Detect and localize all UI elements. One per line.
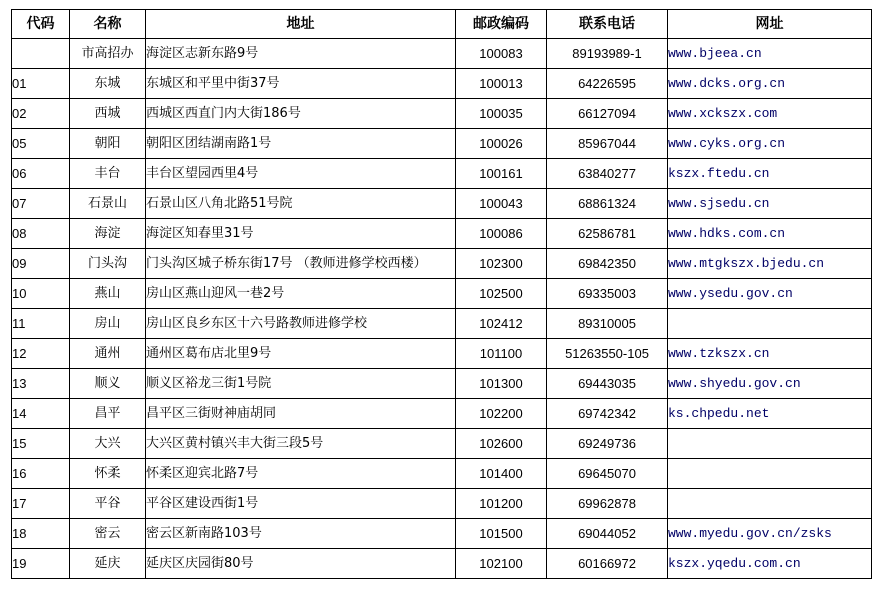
- row-code-cell: 16: [12, 459, 70, 489]
- row-address-cell: 朝阳区团结湖南路1号: [146, 129, 456, 159]
- row-postcode-cell: 100086: [456, 219, 547, 249]
- row-phone-cell: 85967044: [547, 129, 668, 159]
- header-postcode: 邮政编码: [456, 10, 547, 39]
- website-link[interactable]: www.shyedu.gov.cn: [668, 375, 801, 391]
- website-link[interactable]: kszx.ftedu.cn: [668, 165, 770, 181]
- row-phone-cell: 66127094: [547, 99, 668, 129]
- row-phone-cell: 69044052: [547, 519, 668, 549]
- table-row: [12, 459, 872, 489]
- row-postcode-cell: 102412: [456, 309, 547, 339]
- website-link[interactable]: www.xckszx.com: [668, 105, 778, 121]
- table-row: [12, 549, 872, 579]
- website-link[interactable]: ks.chpedu.net: [668, 405, 770, 421]
- table-row: [12, 69, 872, 99]
- row-postcode-cell: 100043: [456, 189, 547, 219]
- table-row: [12, 129, 872, 159]
- row-name-cell: 西城: [70, 99, 146, 129]
- row-postcode-cell: 102200: [456, 399, 547, 429]
- website-link[interactable]: www.dcks.org.cn: [668, 75, 786, 91]
- row-address-cell: 丰台区望园西里4号: [146, 159, 456, 189]
- row-phone-cell: 62586781: [547, 219, 668, 249]
- row-name-cell: 市高招办: [70, 39, 146, 69]
- row-code-cell: 14: [12, 399, 70, 429]
- row-address-cell: 海淀区志新东路9号: [146, 39, 456, 69]
- row-address-cell: 平谷区建设西街1号: [146, 489, 456, 519]
- row-phone-cell: 69645070: [547, 459, 668, 489]
- row-name-cell: 丰台: [70, 159, 146, 189]
- row-postcode-cell: 102100: [456, 549, 547, 579]
- row-name-cell: 门头沟: [70, 249, 146, 279]
- row-website-cell: [668, 519, 872, 549]
- row-website-cell: [668, 39, 872, 69]
- row-phone-cell: 69962878: [547, 489, 668, 519]
- row-postcode-cell: 101500: [456, 519, 547, 549]
- website-link[interactable]: www.sjsedu.cn: [668, 195, 770, 211]
- table-row: [12, 489, 872, 519]
- table-row: [12, 339, 872, 369]
- row-postcode-cell: 100013: [456, 69, 547, 99]
- row-address-cell: 顺义区裕龙三街1号院: [146, 369, 456, 399]
- website-link[interactable]: www.mtgkszx.bjedu.cn: [668, 255, 825, 271]
- row-code-cell: 18: [12, 519, 70, 549]
- website-link[interactable]: www.bjeea.cn: [668, 45, 762, 61]
- row-website-cell: [668, 429, 872, 459]
- row-postcode-cell: 101200: [456, 489, 547, 519]
- row-code-cell: [12, 39, 70, 69]
- row-name-cell: 延庆: [70, 549, 146, 579]
- row-name-cell: 昌平: [70, 399, 146, 429]
- website-link[interactable]: www.tzkszx.cn: [668, 345, 770, 361]
- row-address-cell: 密云区新南路103号: [146, 519, 456, 549]
- row-code-cell: 19: [12, 549, 70, 579]
- row-code-cell: 12: [12, 339, 70, 369]
- row-address-cell: 海淀区知春里31号: [146, 219, 456, 249]
- row-phone-cell: 68861324: [547, 189, 668, 219]
- row-phone-cell: 89310005: [547, 309, 668, 339]
- row-postcode-cell: 100161: [456, 159, 547, 189]
- row-name-cell: 东城: [70, 69, 146, 99]
- row-code-cell: 06: [12, 159, 70, 189]
- table-row: [12, 189, 872, 219]
- row-postcode-cell: 102500: [456, 279, 547, 309]
- website-link[interactable]: www.ysedu.gov.cn: [668, 285, 793, 301]
- row-website-cell: [668, 249, 872, 279]
- row-name-cell: 燕山: [70, 279, 146, 309]
- row-address-cell: 延庆区庆园街80号: [146, 549, 456, 579]
- website-link[interactable]: www.myedu.gov.cn/zsks: [668, 525, 832, 541]
- row-phone-cell: 60166972: [547, 549, 668, 579]
- exam-office-directory-table: [11, 9, 872, 579]
- header-phone: 联系电话: [547, 10, 668, 39]
- row-phone-cell: 69249736: [547, 429, 668, 459]
- row-phone-cell: 51263550-105: [547, 339, 668, 369]
- header-row: [12, 10, 872, 39]
- row-name-cell: 房山: [70, 309, 146, 339]
- row-website-cell: [668, 489, 872, 519]
- row-name-cell: 通州: [70, 339, 146, 369]
- row-name-cell: 怀柔: [70, 459, 146, 489]
- row-code-cell: 11: [12, 309, 70, 339]
- row-name-cell: 大兴: [70, 429, 146, 459]
- row-name-cell: 朝阳: [70, 129, 146, 159]
- table-row: [12, 429, 872, 459]
- row-phone-cell: 63840277: [547, 159, 668, 189]
- table-row: [12, 309, 872, 339]
- row-website-cell: [668, 549, 872, 579]
- row-name-cell: 密云: [70, 519, 146, 549]
- row-code-cell: 01: [12, 69, 70, 99]
- row-postcode-cell: 102600: [456, 429, 547, 459]
- row-code-cell: 10: [12, 279, 70, 309]
- table-row: [12, 99, 872, 129]
- row-phone-cell: 69742342: [547, 399, 668, 429]
- row-website-cell: [668, 309, 872, 339]
- row-name-cell: 顺义: [70, 369, 146, 399]
- row-website-cell: [668, 399, 872, 429]
- row-address-cell: 通州区葛布店北里9号: [146, 339, 456, 369]
- row-postcode-cell: 101100: [456, 339, 547, 369]
- row-website-cell: [668, 369, 872, 399]
- row-address-cell: 房山区良乡东区十六号路教师进修学校: [146, 309, 456, 339]
- row-address-cell: 昌平区三街财神庙胡同: [146, 399, 456, 429]
- row-postcode-cell: 102300: [456, 249, 547, 279]
- row-website-cell: [668, 69, 872, 99]
- row-code-cell: 05: [12, 129, 70, 159]
- row-address-cell: 大兴区黄村镇兴丰大街三段5号: [146, 429, 456, 459]
- header-name: 名称: [70, 10, 146, 39]
- row-address-cell: 东城区和平里中街37号: [146, 69, 456, 99]
- row-postcode-cell: 101300: [456, 369, 547, 399]
- row-code-cell: 09: [12, 249, 70, 279]
- row-website-cell: [668, 129, 872, 159]
- header-address: 地址: [146, 10, 456, 39]
- table-row: [12, 159, 872, 189]
- row-code-cell: 02: [12, 99, 70, 129]
- row-phone-cell: 69842350: [547, 249, 668, 279]
- header-website: 网址: [668, 10, 872, 39]
- row-address-cell: 房山区燕山迎风一巷2号: [146, 279, 456, 309]
- table-row: [12, 39, 872, 69]
- row-phone-cell: 64226595: [547, 69, 668, 99]
- row-phone-cell: 69335003: [547, 279, 668, 309]
- row-code-cell: 08: [12, 219, 70, 249]
- row-postcode-cell: 100035: [456, 99, 547, 129]
- row-phone-cell: 89193989-1: [547, 39, 668, 69]
- row-address-cell: 门头沟区城子桥东街17号 （教师进修学校西楼）: [146, 249, 456, 279]
- row-postcode-cell: 100083: [456, 39, 547, 69]
- table-row: [12, 219, 872, 249]
- row-code-cell: 17: [12, 489, 70, 519]
- table-row: [12, 519, 872, 549]
- row-website-cell: [668, 99, 872, 129]
- website-link[interactable]: www.hdks.com.cn: [668, 225, 786, 241]
- row-name-cell: 石景山: [70, 189, 146, 219]
- website-link[interactable]: kszx.yqedu.com.cn: [668, 555, 801, 571]
- row-website-cell: [668, 459, 872, 489]
- row-address-cell: 石景山区八角北路51号院: [146, 189, 456, 219]
- row-code-cell: 07: [12, 189, 70, 219]
- website-link[interactable]: www.cyks.org.cn: [668, 135, 786, 151]
- row-address-cell: 西城区西直门内大街186号: [146, 99, 456, 129]
- row-code-cell: 15: [12, 429, 70, 459]
- row-website-cell: [668, 159, 872, 189]
- row-postcode-cell: 101400: [456, 459, 547, 489]
- table-row: [12, 279, 872, 309]
- row-code-cell: 13: [12, 369, 70, 399]
- table-row: [12, 369, 872, 399]
- row-website-cell: [668, 189, 872, 219]
- table-body: [12, 39, 872, 579]
- row-address-cell: 怀柔区迎宾北路7号: [146, 459, 456, 489]
- row-website-cell: [668, 279, 872, 309]
- header-code: 代码: [12, 10, 70, 39]
- row-name-cell: 平谷: [70, 489, 146, 519]
- table-row: [12, 249, 872, 279]
- row-name-cell: 海淀: [70, 219, 146, 249]
- table-row: [12, 399, 872, 429]
- row-website-cell: [668, 339, 872, 369]
- row-website-cell: [668, 219, 872, 249]
- row-postcode-cell: 100026: [456, 129, 547, 159]
- row-phone-cell: 69443035: [547, 369, 668, 399]
